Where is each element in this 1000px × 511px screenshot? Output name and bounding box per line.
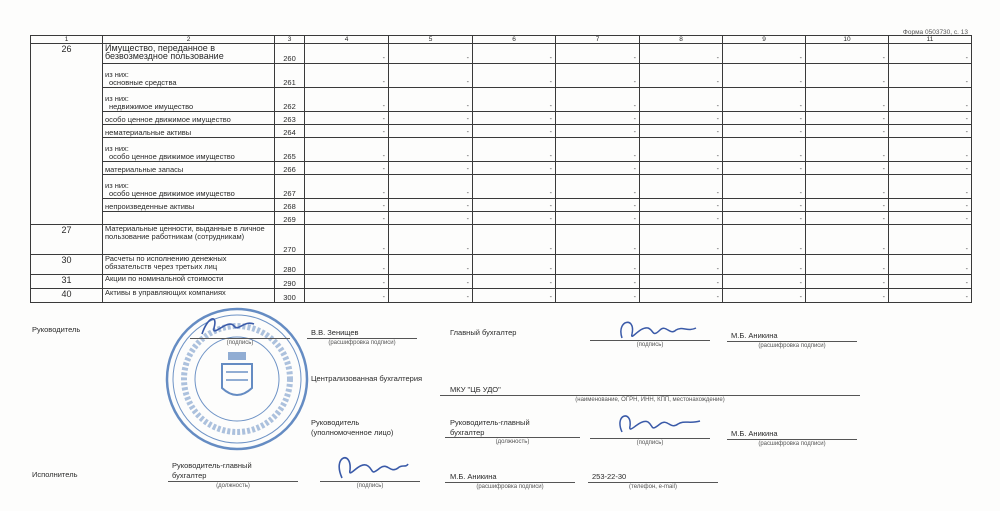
row-name: Материальные ценности, выданные в личное пользование работникам (сотрудникам) — [103, 225, 275, 255]
cell-value: - — [640, 225, 723, 255]
row-code: 264 — [275, 125, 305, 138]
row-code: 265 — [275, 138, 305, 162]
cell-value: - — [473, 162, 556, 175]
cell-value: - — [889, 138, 972, 162]
row-name — [103, 212, 275, 225]
cell-value: - — [889, 275, 972, 289]
cell-value: - — [806, 64, 889, 88]
table-row — [31, 125, 972, 138]
cell-value: - — [389, 138, 473, 162]
cell-value: - — [473, 225, 556, 255]
cell-value: - — [305, 255, 389, 275]
cell-value: - — [389, 289, 473, 303]
column-header: 11 — [889, 36, 972, 44]
row-name — [103, 162, 275, 175]
cell-value: - — [473, 289, 556, 303]
cell-value: - — [556, 289, 640, 303]
cell-value: - — [556, 199, 640, 212]
column-header: 6 — [473, 36, 556, 44]
cell-value: - — [640, 275, 723, 289]
cell-value: - — [556, 175, 640, 199]
central-chief-signature — [612, 408, 702, 440]
cell-value: - — [389, 212, 473, 225]
column-header: 10 — [806, 36, 889, 44]
cell-value: - — [723, 199, 806, 212]
chief-accountant-sign-caption: (подпись) — [590, 340, 710, 348]
cell-value: - — [723, 88, 806, 112]
cell-value: - — [305, 44, 389, 64]
executor-sign-caption: (подпись) — [320, 481, 420, 489]
row-code: 290 — [275, 275, 305, 289]
cell-value: - — [723, 175, 806, 199]
cell-value: - — [305, 225, 389, 255]
cell-value: - — [305, 275, 389, 289]
table-row — [31, 112, 972, 125]
cell-value: - — [723, 212, 806, 225]
column-header: 9 — [723, 36, 806, 44]
cell-value: - — [305, 199, 389, 212]
cell-value: - — [889, 44, 972, 64]
row-code: 262 — [275, 88, 305, 112]
cell-value: - — [806, 125, 889, 138]
column-header: 5 — [389, 36, 473, 44]
cell-value: - — [556, 64, 640, 88]
cell-value: - — [640, 44, 723, 64]
table-row — [31, 212, 972, 225]
central-accounting-org: МКУ "ЦБ УДО" — [450, 385, 501, 394]
row-name-line: непроизведенные активы — [105, 202, 195, 211]
cell-value: - — [806, 88, 889, 112]
table-row — [31, 44, 972, 64]
cell-value: - — [556, 162, 640, 175]
cell-value: - — [889, 255, 972, 275]
cell-value: - — [640, 64, 723, 88]
cell-value: - — [640, 138, 723, 162]
row-name: Активы в управляющих компаниях — [103, 289, 275, 303]
table-row — [31, 199, 972, 212]
cell-value: - — [723, 162, 806, 175]
cell-value: - — [305, 112, 389, 125]
table-row — [31, 162, 972, 175]
executor-label: Исполнитель — [32, 470, 78, 479]
executor-phone: 253-22-30 — [592, 472, 627, 481]
balance-table — [30, 35, 972, 303]
table-row — [31, 64, 972, 88]
cell-value: - — [389, 44, 473, 64]
central-chief-name-caption: (расшифровка подписи) — [727, 439, 857, 447]
cell-value: - — [723, 255, 806, 275]
cell-value: - — [640, 162, 723, 175]
cell-value: - — [889, 64, 972, 88]
cell-value: - — [723, 138, 806, 162]
row-name — [103, 175, 275, 199]
cell-value: - — [889, 225, 972, 255]
row-code: 280 — [275, 255, 305, 275]
head-name-caption: (расшифровка подписи) — [307, 338, 417, 346]
executor-position-caption: (должность) — [168, 481, 298, 489]
row-name — [103, 88, 275, 112]
form-reference: Форма 0503730, с. 13 — [902, 29, 968, 36]
row-code: 270 — [275, 225, 305, 255]
cell-value: - — [640, 125, 723, 138]
cell-value: - — [305, 125, 389, 138]
cell-value: - — [305, 64, 389, 88]
cell-value: - — [473, 88, 556, 112]
cell-value: - — [889, 162, 972, 175]
cell-value: - — [806, 275, 889, 289]
section-number: 30 — [31, 255, 103, 275]
row-name-line: особо ценное движимое имущество — [109, 152, 235, 161]
central-chief-position-caption: (должность) — [445, 437, 580, 445]
cell-value: - — [389, 275, 473, 289]
cell-value: - — [473, 112, 556, 125]
cell-value: - — [473, 275, 556, 289]
cell-value: - — [806, 255, 889, 275]
row-name-line: из них: — [105, 144, 129, 153]
chief-accountant-name-caption: (расшифровка подписи) — [727, 341, 857, 349]
cell-value: - — [806, 199, 889, 212]
column-header: 3 — [275, 36, 305, 44]
cell-value: - — [389, 162, 473, 175]
cell-value: - — [806, 212, 889, 225]
cell-value: - — [723, 289, 806, 303]
cell-value: - — [473, 44, 556, 64]
chief-accountant-name: М.Б. Аникина — [731, 331, 778, 340]
cell-value: - — [305, 175, 389, 199]
cell-value: - — [556, 112, 640, 125]
cell-value: - — [723, 225, 806, 255]
column-header: 4 — [305, 36, 389, 44]
cell-value: - — [889, 88, 972, 112]
table-row — [31, 255, 972, 275]
cell-value: - — [473, 199, 556, 212]
cell-value: - — [723, 275, 806, 289]
cell-value: - — [473, 64, 556, 88]
cell-value: - — [806, 225, 889, 255]
central-chief-sign-caption: (подпись) — [590, 438, 710, 446]
cell-value: - — [389, 175, 473, 199]
table-row — [31, 138, 972, 162]
row-code: 268 — [275, 199, 305, 212]
cell-value: - — [889, 289, 972, 303]
cell-value: - — [305, 88, 389, 112]
table-row — [31, 175, 972, 199]
row-code: 263 — [275, 112, 305, 125]
central-chief-label: Руководитель-главный бухгалтер — [450, 418, 530, 437]
cell-value: - — [889, 199, 972, 212]
cell-value: - — [389, 64, 473, 88]
cell-value: - — [473, 138, 556, 162]
section-number: 31 — [31, 275, 103, 289]
row-name — [103, 64, 275, 88]
row-name-line: из них: — [105, 70, 129, 79]
section-number: 27 — [31, 225, 103, 255]
cell-value: - — [806, 175, 889, 199]
cell-value: - — [556, 275, 640, 289]
table-row — [31, 289, 972, 303]
cell-value: - — [305, 138, 389, 162]
executor-phone-caption: (телефон, e-mail) — [588, 482, 718, 490]
row-code: 266 — [275, 162, 305, 175]
cell-value: - — [723, 112, 806, 125]
row-name: Расчеты по исполнению денежных обязательств через третьих лиц — [103, 255, 275, 275]
cell-value: - — [389, 225, 473, 255]
cell-value: - — [473, 212, 556, 225]
cell-value: - — [806, 162, 889, 175]
cell-value: - — [806, 289, 889, 303]
cell-value: - — [556, 212, 640, 225]
row-name-line: особо ценное движимое имущество — [109, 189, 235, 198]
column-header: 2 — [103, 36, 275, 44]
row-name-line: материальные запасы — [105, 165, 184, 174]
cell-value: - — [640, 175, 723, 199]
cell-value: - — [640, 212, 723, 225]
row-name — [103, 199, 275, 212]
cell-value: - — [305, 289, 389, 303]
section-number: 40 — [31, 289, 103, 303]
central-accounting-org-caption: (наименование, ОГРН, ИНН, КПП, местонахождение) — [440, 395, 860, 403]
cell-value: - — [473, 255, 556, 275]
cell-value: - — [640, 199, 723, 212]
cell-value: - — [556, 44, 640, 64]
cell-value: - — [723, 64, 806, 88]
central-head-label: Руководитель (уполномоченное лицо) — [311, 418, 394, 437]
row-name-line: недвижимое имущество — [109, 102, 194, 111]
row-code: 300 — [275, 289, 305, 303]
cell-value: - — [556, 125, 640, 138]
cell-value: - — [806, 112, 889, 125]
head-label: Руководитель — [32, 325, 81, 334]
cell-value: - — [806, 44, 889, 64]
row-name: Акции по номинальной стоимости — [103, 275, 275, 289]
row-name: Имущество, переданное в безвозмездное пользование — [103, 44, 275, 64]
cell-value: - — [473, 175, 556, 199]
cell-value: - — [640, 255, 723, 275]
column-header: 8 — [640, 36, 723, 44]
cell-value: - — [305, 162, 389, 175]
cell-value: - — [889, 175, 972, 199]
table-row — [31, 275, 972, 289]
executor-position: Руководитель-главный бухгалтер — [172, 461, 252, 480]
table-row — [31, 88, 972, 112]
row-name — [103, 112, 275, 125]
cell-value: - — [389, 88, 473, 112]
cell-value: - — [389, 112, 473, 125]
cell-value: - — [389, 199, 473, 212]
cell-value: - — [806, 138, 889, 162]
cell-value: - — [389, 125, 473, 138]
cell-value: - — [640, 88, 723, 112]
table-row — [31, 225, 972, 255]
executor-signature — [330, 448, 410, 484]
cell-value: - — [889, 112, 972, 125]
row-code: 261 — [275, 64, 305, 88]
cell-value: - — [473, 125, 556, 138]
head-sign-caption: (подпись) — [190, 338, 290, 346]
row-name-line: нематериальные активы — [105, 128, 192, 137]
row-name — [103, 138, 275, 162]
cell-value: - — [723, 125, 806, 138]
row-name-line: из них: — [105, 94, 129, 103]
executor-name-caption: (расшифровка подписи) — [445, 482, 575, 490]
column-header: 1 — [31, 36, 103, 44]
cell-value: - — [305, 212, 389, 225]
executor-name: М.Б. Аникина — [450, 472, 497, 481]
chief-accountant-label: Главный бухгалтер — [450, 328, 517, 337]
cell-value: - — [556, 138, 640, 162]
section-number: 26 — [31, 44, 103, 225]
cell-value: - — [889, 212, 972, 225]
column-header: 7 — [556, 36, 640, 44]
row-code: 260 — [275, 44, 305, 64]
central-chief-name: М.Б. Аникина — [731, 429, 778, 438]
cell-value: - — [640, 289, 723, 303]
central-accounting-label: Централизованная бухгалтерия — [311, 374, 423, 383]
cell-value: - — [556, 88, 640, 112]
cell-value: - — [389, 255, 473, 275]
head-name: В.В. Зенищев — [311, 328, 359, 337]
row-name-line: из них: — [105, 181, 129, 190]
row-code: 269 — [275, 212, 305, 225]
cell-value: - — [556, 225, 640, 255]
cell-value: - — [723, 44, 806, 64]
row-name-line: особо ценное движимое имущество — [105, 115, 231, 124]
cell-value: - — [640, 112, 723, 125]
cell-value: - — [889, 125, 972, 138]
cell-value: - — [556, 255, 640, 275]
row-code: 267 — [275, 175, 305, 199]
row-name-line: основные средства — [109, 78, 177, 87]
row-name — [103, 125, 275, 138]
